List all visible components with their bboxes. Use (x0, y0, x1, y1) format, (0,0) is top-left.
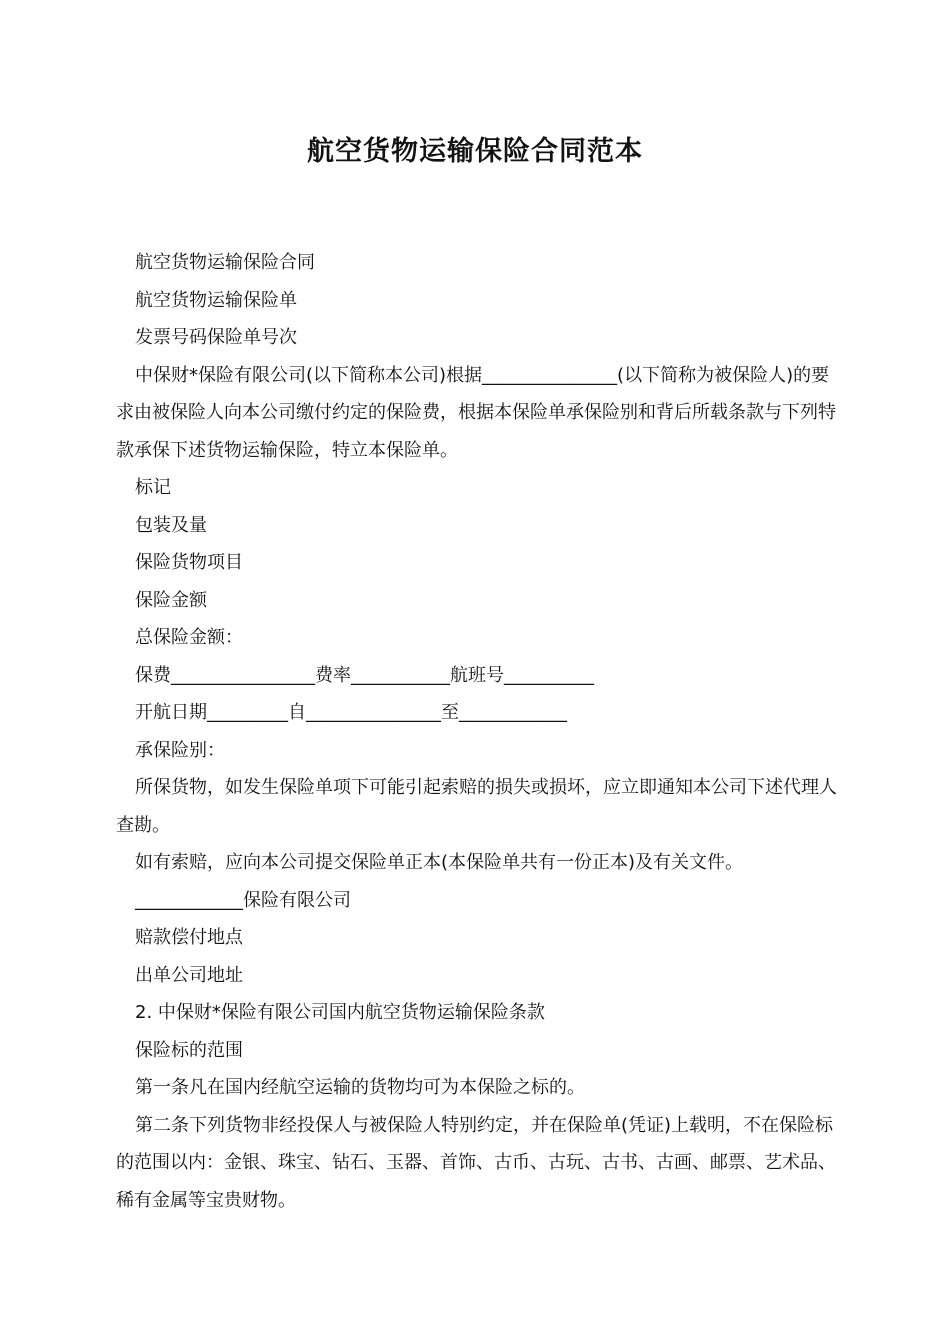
paragraph-claim-payment-place: 赔款偿付地点 (135, 927, 243, 948)
paragraph-insured-goods: 保险货物项目 (135, 552, 243, 573)
paragraph-invoice-number: 发票号码保险单号次 (135, 327, 297, 348)
paragraph-clauses-heading: 2. 中保财*保险有限公司国内航空货物运输保险条款 (135, 1002, 545, 1023)
paragraph-insurer-statement: 中保财*保险有限公司(以下简称本公司)根据_______________(以下简称为被保险人)的要求由被保险人向本公司缴付约定的保险费，根据本保险单承保险别和背后所载条款与下列特款承保下述货物运输保险，特立本保险单。 (116, 364, 836, 461)
paragraph-article-two: 第二条下列货物非经投保人与被保险人特别约定，并在保险单(凭证)上载明，不在保险标的范围以内：金银、珠宝、钻石、玉器、首饰、古币、古玩、古书、古画、邮票、艺术品、稀有金属等宝贵财物。 (116, 1114, 836, 1211)
paragraph-departure-date: 开航日期_________自_______________至____________ (135, 702, 567, 723)
paragraph-packing-quantity: 包装及量 (135, 514, 207, 536)
paragraph-subject-scope: 保险标的范围 (135, 1039, 243, 1061)
paragraph-claim-documents: 如有索赔，应向本公司提交保险单正本(本保险单共有一份正本)及有关文件。 (135, 852, 744, 873)
paragraph-insured-amount: 保险金额 (135, 589, 207, 611)
paragraph-issuer-address: 出单公司地址 (135, 964, 243, 986)
paragraph-loss-notice: 所保货物，如发生保险单项下可能引起索赔的损失或损坏，应立即通知本公司下述代理人查勘。 (116, 777, 837, 836)
paragraph-marks: 标记 (135, 477, 171, 498)
paragraph-contract-name: 航空货物运输保险合同 (135, 252, 315, 273)
document-body (116, 244, 838, 1219)
document-title: 航空货物运输保险合同范本 (307, 136, 643, 167)
paragraph-article-one: 第一条凡在国内经航空运输的货物均可为本保险之标的。 (135, 1077, 585, 1098)
paragraph-policy-name: 航空货物运输保险单 (135, 289, 297, 311)
paragraph-premium-rate-flight: 保费________________费率___________航班号__________ (135, 664, 594, 686)
paragraph-coverage: 承保险别： (135, 739, 225, 761)
paragraph-insurance-company: ____________保险有限公司 (135, 889, 351, 911)
paragraph-total-amount: 总保险金额： (135, 627, 243, 648)
